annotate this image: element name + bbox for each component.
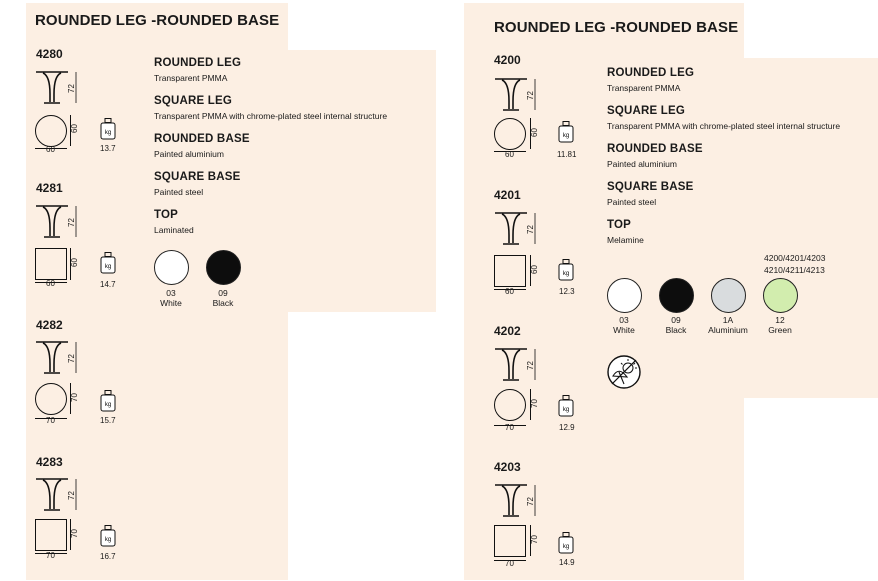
spec-description: Transparent PMMA: [607, 83, 681, 93]
color-swatch-green[interactable]: [763, 278, 798, 313]
swatch-caption: 1A Aluminium: [708, 315, 748, 335]
svg-text:kg: kg: [104, 402, 112, 408]
square-top-plan: [494, 525, 526, 557]
width-dimension: 60: [505, 287, 514, 296]
table-elevation-drawing: [34, 204, 84, 244]
depth-dimension: 60: [69, 258, 79, 267]
product-code: 4202: [494, 324, 521, 338]
swatch-caption: 09 Black: [212, 288, 234, 308]
sun-umbrella-outdoor-icon: [606, 354, 642, 390]
svg-text:kg: kg: [104, 130, 112, 136]
round-top-plan: [35, 115, 67, 147]
color-swatch-aluminium[interactable]: [711, 278, 746, 313]
spec-heading: SQUARE BASE: [607, 181, 694, 193]
color-swatch-white[interactable]: [154, 250, 189, 285]
height-dimension: 72: [525, 91, 535, 100]
width-dimension: 70: [46, 416, 55, 425]
product-code: 4203: [494, 460, 521, 474]
depth-dimension: 60: [529, 265, 539, 274]
weight-kg-icon: [100, 252, 116, 274]
height-dimension: 72: [525, 225, 535, 234]
spec-heading: ROUNDED BASE: [607, 143, 703, 155]
swatch-caption: 03 White: [613, 315, 635, 335]
weight-kg-icon: [100, 390, 116, 412]
width-dimension: 60: [46, 145, 55, 154]
spec-description: Laminated: [154, 225, 194, 235]
height-dimension: 72: [66, 491, 76, 500]
spec-description: Melamine: [607, 235, 644, 245]
height-dimension: 72: [66, 218, 76, 227]
left-page-title: ROUNDED LEG -ROUNDED BASE: [35, 12, 280, 29]
table-elevation-drawing: [493, 347, 543, 387]
table-elevation-drawing: [34, 477, 84, 517]
depth-dimension: 60: [529, 128, 539, 137]
weight-value: 15.7: [100, 416, 116, 425]
svg-text:kg: kg: [562, 133, 570, 139]
spec-description: Painted aluminium: [607, 159, 677, 169]
spec-description: Painted steel: [154, 187, 204, 197]
square-top-plan: [35, 248, 67, 280]
weight-value: 14.7: [100, 280, 116, 289]
width-dimension: 70: [505, 423, 514, 432]
spec-heading: SQUARE BASE: [154, 171, 241, 183]
width-dimension: 70: [46, 551, 55, 560]
product-code: 4282: [36, 318, 63, 332]
weight-kg-icon: [558, 532, 574, 554]
series-codes-note: 4200/4201/4203 4210/4211/4213: [764, 253, 826, 275]
spec-heading: TOP: [154, 209, 179, 221]
weight-value: 13.7: [100, 144, 116, 153]
depth-dimension: 70: [69, 529, 79, 538]
product-code: 4283: [36, 455, 63, 469]
spec-description: Transparent PMMA: [154, 73, 228, 83]
swatch-caption: 03 White: [160, 288, 182, 308]
height-dimension: 72: [66, 84, 76, 93]
square-top-plan: [35, 519, 67, 551]
color-swatch-black[interactable]: [206, 250, 241, 285]
height-dimension: 72: [66, 354, 76, 363]
height-dimension: 72: [525, 497, 535, 506]
right-page-title: ROUNDED LEG -ROUNDED BASE: [494, 19, 739, 36]
svg-text:kg: kg: [104, 537, 112, 543]
spec-heading: ROUNDED LEG: [607, 67, 695, 79]
spec-heading: TOP: [607, 219, 632, 231]
weight-value: 12.9: [559, 423, 575, 432]
weight-value: 16.7: [100, 552, 116, 561]
table-elevation-drawing: [493, 77, 543, 117]
color-swatch-black[interactable]: [659, 278, 694, 313]
height-dimension: 72: [525, 361, 535, 370]
color-swatch-white[interactable]: [607, 278, 642, 313]
svg-text:kg: kg: [562, 271, 570, 277]
spec-description: Transparent PMMA with chrome-plated steel internal structure: [607, 121, 841, 131]
spec-heading: SQUARE LEG: [154, 95, 233, 107]
width-dimension: 60: [46, 279, 55, 288]
spec-description: Painted steel: [607, 197, 657, 207]
depth-dimension: 70: [529, 535, 539, 544]
table-elevation-drawing: [493, 211, 543, 251]
weight-value: 14.9: [559, 558, 575, 567]
product-code: 4281: [36, 181, 63, 195]
svg-text:kg: kg: [104, 264, 112, 270]
spec-description: Transparent PMMA with chrome-plated steel internal structure: [154, 111, 388, 121]
spec-heading: ROUNDED BASE: [154, 133, 250, 145]
svg-text:kg: kg: [562, 544, 570, 550]
spec-heading: ROUNDED LEG: [154, 57, 242, 69]
weight-kg-icon: [558, 259, 574, 281]
weight-kg-icon: [100, 118, 116, 140]
product-code: 4280: [36, 47, 63, 61]
depth-dimension: 70: [529, 399, 539, 408]
width-dimension: 60: [505, 150, 514, 159]
product-code: 4200: [494, 53, 521, 67]
weight-value: 11.81: [557, 150, 577, 159]
table-elevation-drawing: [34, 340, 84, 380]
spec-description: Painted aluminium: [154, 149, 224, 159]
round-top-plan: [35, 383, 67, 415]
swatch-caption: 12 Green: [768, 315, 792, 335]
svg-text:kg: kg: [562, 407, 570, 413]
round-top-plan: [494, 118, 526, 150]
square-top-plan: [494, 255, 526, 287]
weight-value: 12.3: [559, 287, 575, 296]
table-elevation-drawing: [493, 483, 543, 523]
round-top-plan: [494, 389, 526, 421]
spec-heading: SQUARE LEG: [607, 105, 686, 117]
weight-kg-icon: [558, 121, 574, 143]
swatch-caption: 09 Black: [665, 315, 687, 335]
product-code: 4201: [494, 188, 521, 202]
weight-kg-icon: [558, 395, 574, 417]
table-elevation-drawing: [34, 70, 84, 110]
weight-kg-icon: [100, 525, 116, 547]
width-dimension: 70: [505, 559, 514, 568]
depth-dimension: 60: [69, 124, 79, 133]
depth-dimension: 70: [69, 393, 79, 402]
